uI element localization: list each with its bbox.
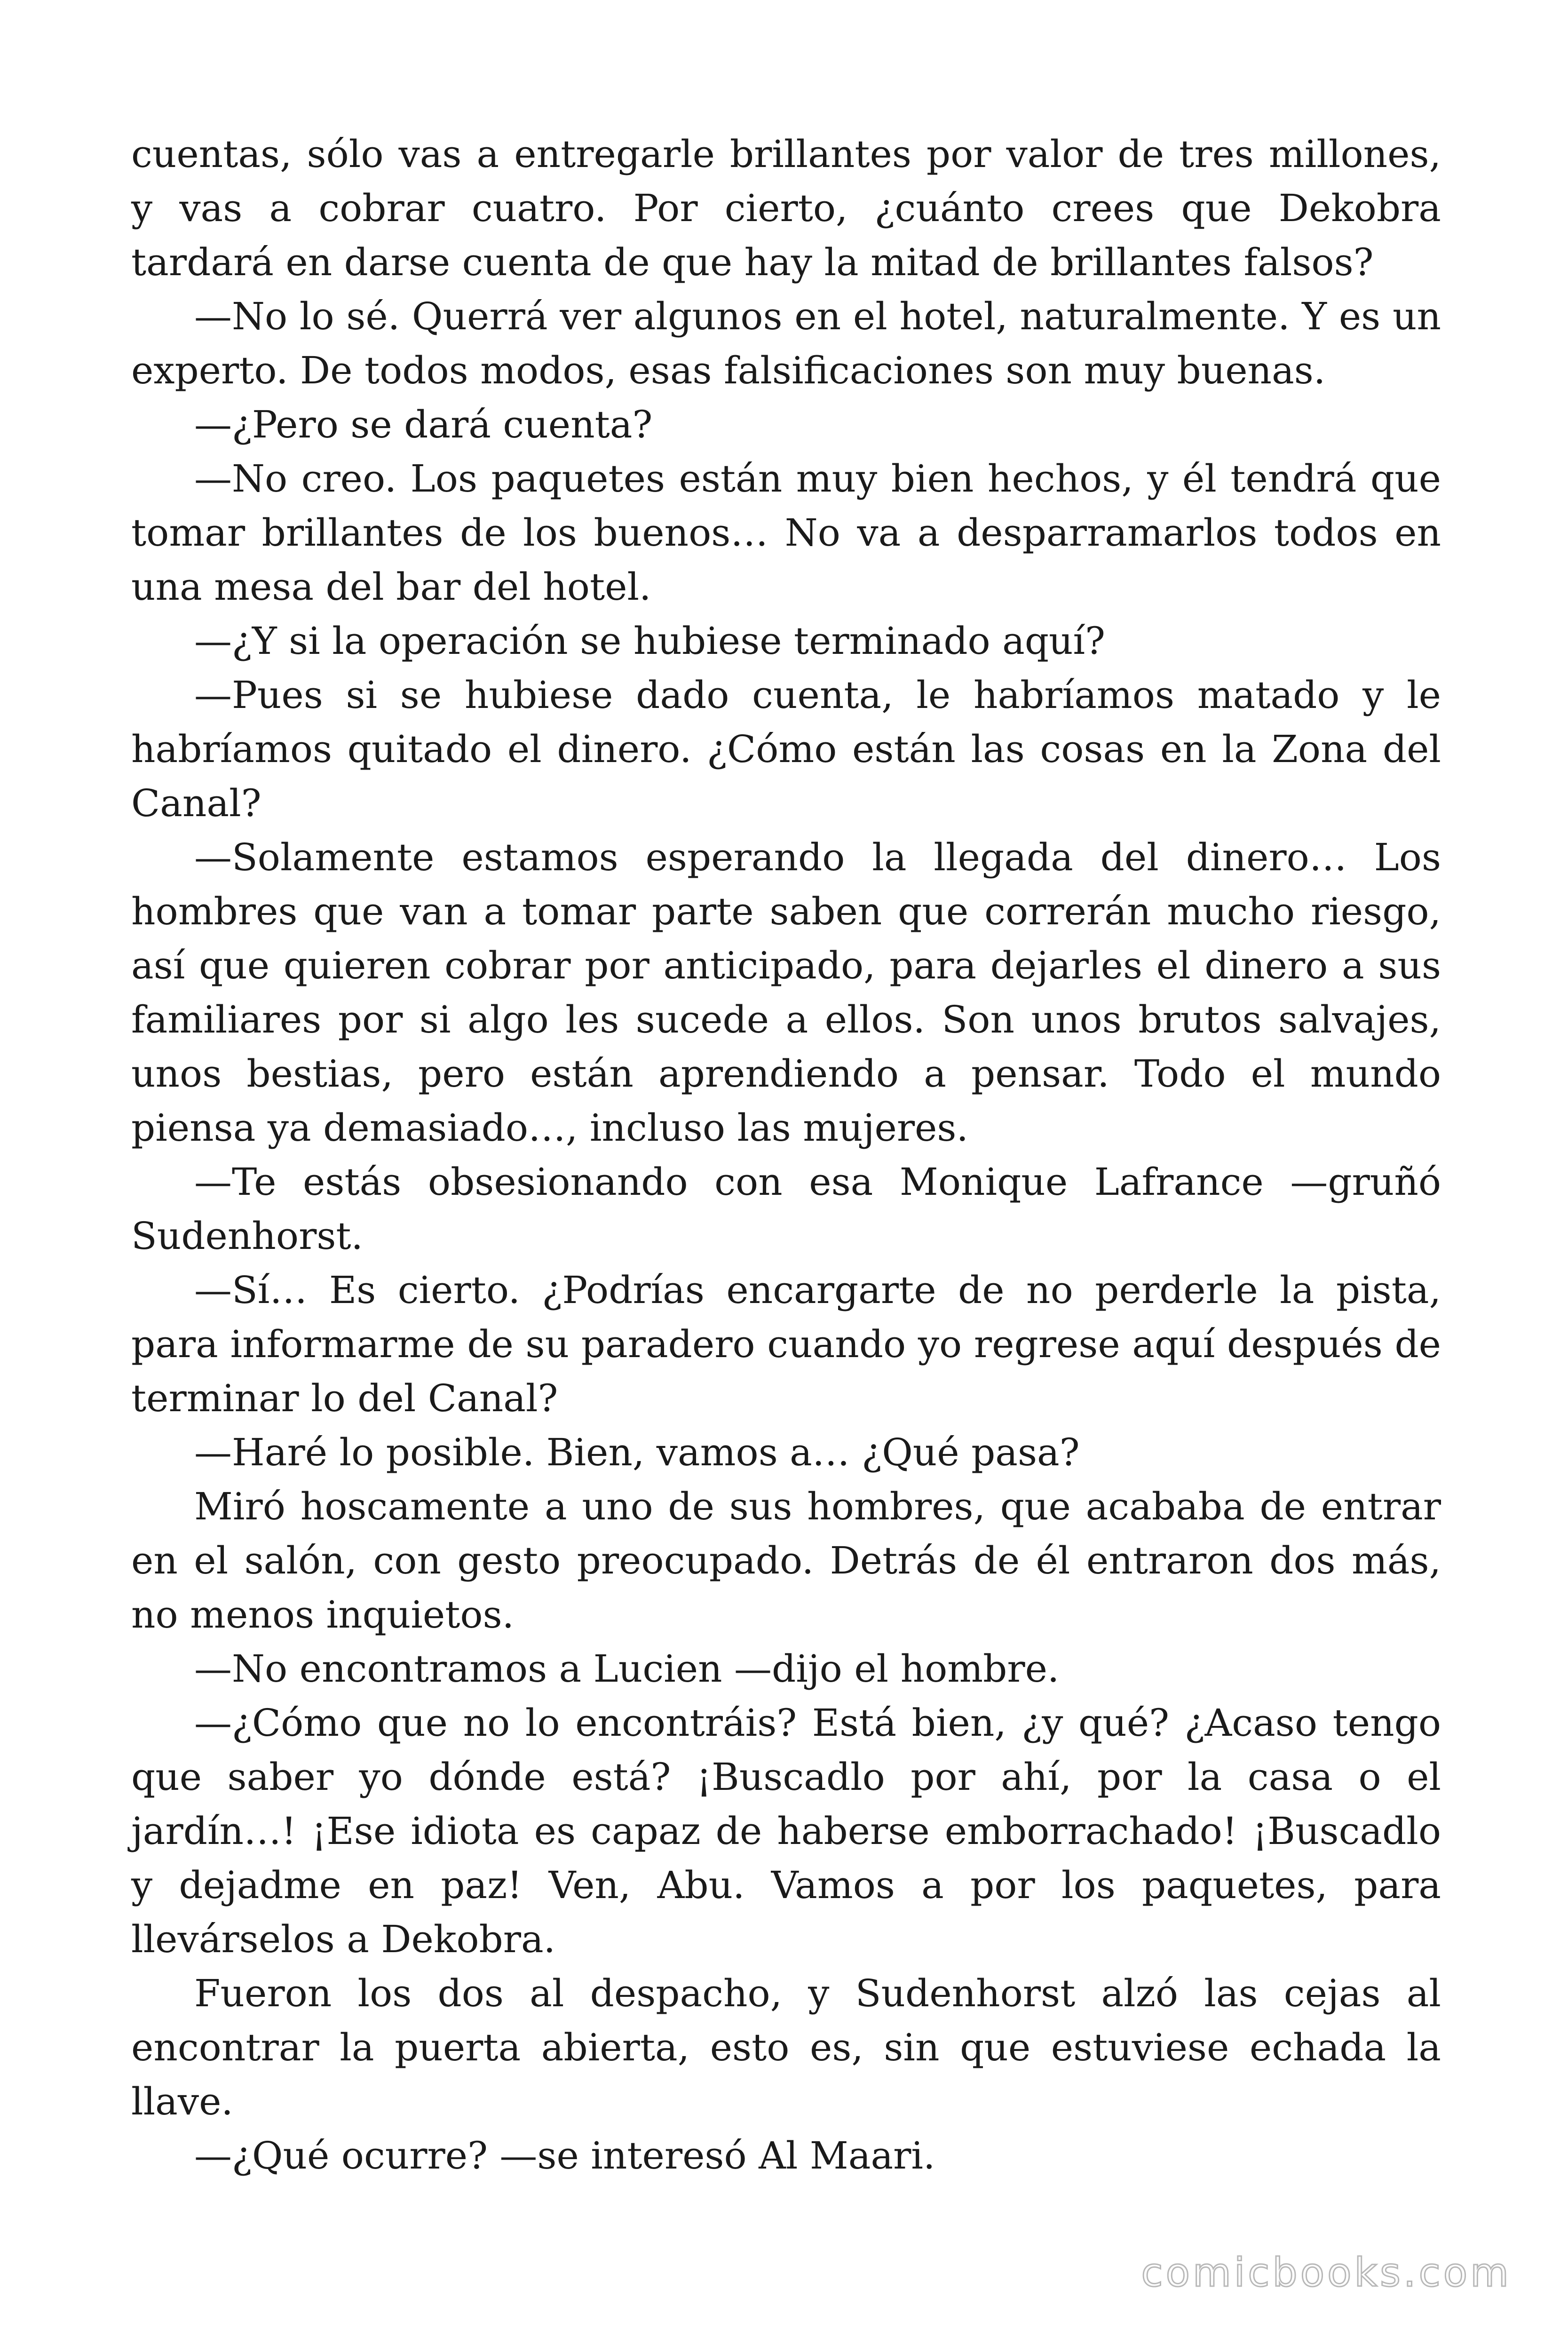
- paragraph-dialogue: —¿Y si la operación se hubiese terminado aquí?: [194, 619, 1106, 663]
- page-body: [131, 127, 1441, 2183]
- paragraph-dialogue: —Sí… Es cierto. ¿Podrías encargarte de no perderle la pista, para informarme de su paradero cuando yo regrese aquí después de terminar lo del Canal?: [131, 1268, 1441, 1420]
- paragraph-dialogue: —Pues si se hubiese dado cuenta, le habríamos matado y le habríamos quitado el dinero. ¿Cómo están las cosas en la Zona del Canal?: [131, 673, 1441, 825]
- paragraph-narration: Fueron los dos al despacho, y Sudenhorst alzó las cejas al encontrar la puerta abierta, esto es, sin que estuviese echada la llave.: [131, 1971, 1441, 2123]
- paragraph-dialogue: —¿Qué ocurre? —se interesó Al Maari.: [194, 2134, 935, 2177]
- paragraph-dialogue: —Te estás obsesionando con esa Monique Lafrance —gruñó Sudenhorst.: [131, 1160, 1441, 1258]
- paragraph-narration: Miró hoscamente a uno de sus hombres, que acababa de entrar en el salón, con gesto preocupado. Detrás de él entraron dos más, no menos inquietos.: [131, 1485, 1441, 1637]
- paragraph-dialogue: —No creo. Los paquetes están muy bien hechos, y él tendrá que tomar brillantes de los buenos… No va a desparramarlos todos en una mesa del bar del hotel.: [131, 457, 1441, 609]
- paragraph-dialogue: —Haré lo posible. Bien, vamos a… ¿Qué pasa?: [194, 1430, 1080, 1474]
- paragraph-dialogue: —Solamente estamos esperando la llegada del dinero… Los hombres que van a tomar parte saben que correrán mucho riesgo, así que quieren cobrar por anticipado, para dejarles el dinero a sus familiares por si algo les sucede a ellos. Son unos brutos salvajes, unos bestias, pero están aprendiendo a pensar. Todo el mundo piensa ya demasiado…, incluso las mujeres.: [131, 835, 1441, 1150]
- paragraph-continuation: cuentas, sólo vas a entregarle brillantes por valor de tres millones, y vas a cobrar cuatro. Por cierto, ¿cuánto crees que Dekobra tardará en darse cuenta de que hay la mitad de brillantes falsos?: [131, 132, 1441, 284]
- paragraph-dialogue: —¿Pero se dará cuenta?: [194, 403, 653, 446]
- paragraph-dialogue: —No lo sé. Querrá ver algunos en el hotel, naturalmente. Y es un experto. De todos modos, esas falsificaciones son muy buenas.: [131, 294, 1441, 392]
- paragraph-dialogue: —¿Cómo que no lo encontráis? Está bien, ¿y qué? ¿Acaso tengo que saber yo dónde está? ¡Buscadlo por ahí, por la casa o el jardín…! ¡Ese idiota es capaz de haberse emborrachado! ¡Buscadlo y dejadme en paz! Ven, Abu. Vamos a por los paquetes, para llevárselos a Dekobra.: [131, 1701, 1441, 1961]
- watermark: comicbooks.com: [1141, 2249, 1512, 2296]
- paragraph-dialogue: —No encontramos a Lucien —dijo el hombre.: [194, 1647, 1060, 1691]
